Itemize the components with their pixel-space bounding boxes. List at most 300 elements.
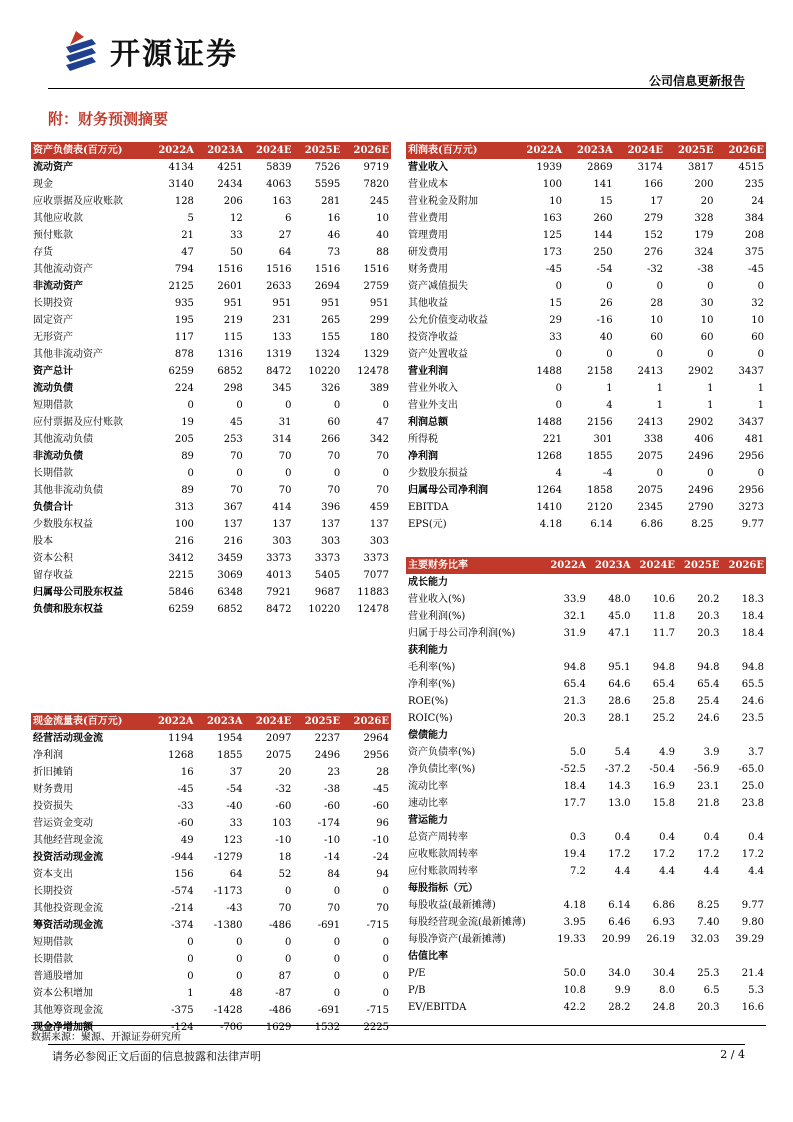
- cell-value: 33: [549, 332, 562, 343]
- cell-value: 70: [327, 903, 341, 914]
- cell-value: 2759: [363, 281, 389, 292]
- cell-value: 0: [382, 954, 389, 965]
- table-row: [31, 934, 391, 951]
- table-row: [406, 499, 766, 516]
- cell-value: 396: [321, 502, 341, 513]
- cell-value: 20.3: [697, 611, 720, 622]
- cell-value: 0: [236, 954, 243, 965]
- cell-value: -574: [171, 886, 194, 897]
- row-label: 营业税金及附加: [408, 196, 478, 207]
- cell-value: 0: [187, 971, 194, 982]
- cell-value: 3273: [738, 502, 764, 513]
- row-label: 长期借款: [33, 468, 73, 479]
- cell-value: 0: [382, 971, 389, 982]
- cell-value: 73: [327, 247, 341, 258]
- table-row: [406, 312, 766, 329]
- cell-value: 1516: [314, 264, 341, 275]
- cell-value: -374: [171, 920, 194, 931]
- cell-value: 27: [278, 230, 292, 241]
- cell-value: 2158: [587, 366, 613, 377]
- cell-value: 208: [744, 230, 764, 241]
- table-row: [31, 499, 391, 516]
- cell-value: 0: [284, 886, 292, 897]
- cell-value: 4013: [266, 570, 292, 581]
- cell-value: 21.4: [741, 968, 764, 979]
- cell-value: 2156: [587, 417, 613, 428]
- cell-value: [588, 727, 633, 744]
- cell-value: 4251: [217, 162, 243, 173]
- cell-value: 0: [606, 281, 613, 292]
- row-label: 股本: [33, 536, 53, 547]
- cell-value: -60: [372, 801, 389, 812]
- table-row: [406, 329, 766, 346]
- row-label: 投资损失: [33, 801, 73, 812]
- cell-value: -10: [275, 835, 292, 846]
- cell-value: 1939: [536, 162, 562, 173]
- row-label: 留存收益: [33, 570, 73, 581]
- cell-value: 50.0: [563, 968, 586, 979]
- table-row: [406, 897, 766, 914]
- row-label: 固定资产: [33, 315, 73, 326]
- cell-value: 235: [744, 179, 764, 190]
- cell-value: 1488: [536, 417, 562, 428]
- cell-value: -37.2: [604, 764, 631, 775]
- row-label: 每股收益(最新摊薄): [408, 900, 496, 911]
- cell-value: 32.1: [563, 611, 586, 622]
- cell-value: 4515: [738, 162, 764, 173]
- footer-divider: [48, 1044, 745, 1045]
- cell-value: 17.2: [697, 849, 720, 860]
- table-row: [31, 764, 391, 781]
- cell-value: 17.2: [741, 849, 764, 860]
- table-row: [31, 747, 391, 764]
- cell-value: -60: [275, 801, 292, 812]
- cell-value: [722, 948, 767, 965]
- cell-value: [543, 727, 588, 744]
- cell-value: 1194: [168, 733, 194, 744]
- row-label: 净负债比率(%): [408, 764, 476, 775]
- cell-value: 25.3: [697, 968, 720, 979]
- cell-value: 1324: [314, 349, 341, 360]
- table-row: [31, 482, 391, 499]
- row-label: 预付账款: [33, 230, 73, 241]
- cell-value: -375: [171, 1005, 194, 1016]
- cell-value: 8.25: [691, 519, 714, 530]
- table-row: [31, 533, 391, 550]
- row-label: 短期借款: [33, 937, 73, 948]
- table-row: [31, 278, 391, 295]
- cell-value: 23.8: [741, 798, 764, 809]
- cell-value: 406: [694, 434, 714, 445]
- cell-value: 155: [321, 332, 341, 343]
- cell-value: 115: [223, 332, 243, 343]
- row-label: 净利润: [33, 750, 63, 761]
- cell-value: 10: [376, 213, 389, 224]
- cell-value: -24: [372, 852, 389, 863]
- year-header: 2022A: [147, 713, 196, 730]
- cell-value: 5.0: [570, 747, 586, 758]
- cell-value: 28.6: [608, 696, 631, 707]
- cell-value: [543, 574, 588, 591]
- table-row: [31, 210, 391, 227]
- balance-sheet-table: [31, 142, 391, 618]
- cell-value: 163: [542, 213, 562, 224]
- report-type: 公司信息更新报告: [648, 74, 745, 88]
- cell-value: 0.4: [614, 832, 631, 843]
- cell-value: 3.9: [703, 747, 720, 758]
- cell-value: 265: [321, 315, 341, 326]
- cell-value: -43: [226, 903, 243, 914]
- row-label: 公允价值变动收益: [408, 315, 488, 326]
- cell-value: 3.95: [563, 917, 586, 928]
- cell-value: 2694: [314, 281, 341, 292]
- table-row: [31, 176, 391, 193]
- table-row: [406, 448, 766, 465]
- cell-value: 1: [606, 383, 613, 394]
- table-row: [406, 346, 766, 363]
- cell-value: 10: [751, 315, 764, 326]
- income-statement-table: [406, 142, 766, 533]
- table-row: [406, 829, 766, 846]
- row-label: 营业成本: [408, 179, 448, 190]
- cell-value: 1488: [536, 366, 562, 377]
- year-header: 2026E: [722, 557, 767, 574]
- cell-value: -38: [324, 784, 341, 795]
- row-label: 其他经营现金流: [33, 835, 103, 846]
- cell-value: 5.4: [614, 747, 631, 758]
- cell-value: 2869: [587, 162, 613, 173]
- cell-value: 31.9: [563, 628, 586, 639]
- table-row: [406, 210, 766, 227]
- cell-value: 70: [278, 903, 292, 914]
- cell-value: 0: [707, 281, 714, 292]
- cell-value: 342: [369, 434, 389, 445]
- cell-value: 10: [650, 315, 664, 326]
- cell-value: 3373: [314, 553, 341, 564]
- cell-value: 6259: [168, 604, 194, 615]
- cell-value: 5846: [168, 587, 194, 598]
- cell-value: 345: [272, 383, 292, 394]
- cell-value: 65.4: [697, 679, 720, 690]
- table-row: [31, 193, 391, 210]
- cell-value: 221: [542, 434, 562, 445]
- cell-value: [633, 948, 677, 965]
- cell-value: 16: [327, 213, 341, 224]
- row-label: 营运资金变动: [33, 818, 93, 829]
- cell-value: 123: [223, 835, 243, 846]
- row-label: 负债合计: [33, 502, 73, 513]
- cell-value: 2964: [363, 733, 389, 744]
- table-row: [406, 295, 766, 312]
- table-row: [31, 985, 391, 1002]
- table-row: [406, 397, 766, 414]
- cell-value: 21: [181, 230, 194, 241]
- cell-value: 17.2: [608, 849, 631, 860]
- cell-value: 375: [744, 247, 764, 258]
- cell-value: -10: [324, 835, 341, 846]
- cell-value: 2902: [688, 366, 714, 377]
- cell-value: 2434: [217, 179, 243, 190]
- cell-value: 6.93: [652, 917, 676, 928]
- cell-value: 5.3: [748, 985, 764, 996]
- cell-value: 0: [284, 954, 292, 965]
- row-label: 其他流动负债: [33, 434, 93, 445]
- cell-value: 1319: [266, 349, 292, 360]
- cell-value: 137: [272, 519, 292, 530]
- table-row: [406, 414, 766, 431]
- table-row: [31, 781, 391, 798]
- table-row: [31, 431, 391, 448]
- row-label: 资产处置收益: [408, 349, 468, 360]
- row-label: 归属母公司股东权益: [33, 587, 123, 598]
- row-label: P/E: [408, 968, 426, 979]
- cell-value: -60: [177, 818, 194, 829]
- table-row: [406, 625, 766, 642]
- cell-value: 50: [230, 247, 243, 258]
- cell-value: 0: [333, 988, 341, 999]
- cell-value: 4.4: [659, 866, 676, 877]
- row-label: 速动比率: [408, 798, 448, 809]
- table-row: [406, 176, 766, 193]
- cell-value: 0: [656, 349, 664, 360]
- table-row: [406, 846, 766, 863]
- cell-value: 0.4: [659, 832, 676, 843]
- cell-value: 2413: [637, 417, 664, 428]
- cell-value: 6348: [217, 587, 243, 598]
- cell-value: 45: [230, 417, 243, 428]
- table-row: [406, 642, 766, 659]
- cell-value: -52.5: [560, 764, 586, 775]
- cell-value: 125: [542, 230, 562, 241]
- table-row: [406, 608, 766, 625]
- cell-value: 94.8: [697, 662, 720, 673]
- cell-value: 2601: [217, 281, 243, 292]
- cell-value: 65.5: [741, 679, 764, 690]
- cell-value: 20.3: [697, 1002, 720, 1013]
- year-header: 2023A: [196, 713, 245, 730]
- cell-value: 5839: [266, 162, 292, 173]
- cell-value: 206: [223, 196, 243, 207]
- cell-value: 87: [278, 971, 292, 982]
- cell-value: 951: [321, 298, 341, 309]
- cell-value: 100: [174, 519, 194, 530]
- cell-value: 245: [369, 196, 389, 207]
- cell-value: 195: [174, 315, 194, 326]
- cell-value: 303: [321, 536, 341, 547]
- cell-value: 10: [549, 196, 562, 207]
- cell-value: 84: [327, 869, 341, 880]
- row-label: 少数股东损益: [408, 468, 468, 479]
- cell-value: 0: [707, 349, 714, 360]
- table-row: [406, 159, 766, 176]
- cell-value: [677, 574, 721, 591]
- cell-value: -54: [596, 264, 613, 275]
- cell-value: 260: [593, 213, 613, 224]
- cell-value: 42.2: [563, 1002, 586, 1013]
- table-row: [31, 346, 391, 363]
- cell-value: 3437: [738, 417, 764, 428]
- cell-value: 0: [187, 468, 194, 479]
- cell-value: 17.2: [652, 849, 676, 860]
- cell-value: 3373: [266, 553, 292, 564]
- cell-value: 389: [369, 383, 389, 394]
- cell-value: 32.03: [690, 934, 720, 945]
- cell-value: 1: [656, 400, 664, 411]
- row-label: 营业收入(%): [408, 594, 466, 605]
- cell-value: 60: [650, 332, 664, 343]
- row-label: 估值比率: [408, 951, 448, 962]
- table-row: [31, 448, 391, 465]
- cell-value: 1410: [536, 502, 562, 513]
- cell-value: [588, 880, 633, 897]
- year-header: 2023A: [588, 557, 633, 574]
- cell-value: -56.9: [693, 764, 720, 775]
- cell-value: 4.4: [748, 866, 764, 877]
- cell-value: [677, 727, 721, 744]
- table-bottom-divider: [31, 1025, 766, 1026]
- cell-value: 23: [327, 767, 341, 778]
- row-label: 应收票据及应收账款: [33, 196, 123, 207]
- table-row: [406, 431, 766, 448]
- row-label: 净利润: [408, 451, 438, 462]
- cell-value: 2215: [168, 570, 194, 581]
- cell-value: [633, 880, 677, 897]
- cell-value: 1516: [217, 264, 243, 275]
- cell-value: 12: [230, 213, 243, 224]
- row-label: 每股指标（元）: [408, 883, 478, 894]
- cell-value: -486: [268, 920, 292, 931]
- cell-value: 133: [272, 332, 292, 343]
- cell-value: 200: [694, 179, 714, 190]
- cell-value: [588, 948, 633, 965]
- cell-value: 28.2: [608, 1002, 631, 1013]
- cell-value: 3.7: [748, 747, 764, 758]
- table-row: [31, 601, 391, 618]
- cell-value: -45: [545, 264, 562, 275]
- table-row: [406, 931, 766, 948]
- table-row: [406, 693, 766, 710]
- cell-value: 0: [236, 971, 243, 982]
- cell-value: 13.0: [608, 798, 631, 809]
- cell-value: 281: [321, 196, 341, 207]
- table-row: [406, 465, 766, 482]
- cell-value: 1954: [217, 733, 243, 744]
- cell-value: 10: [700, 315, 714, 326]
- cell-value: 219: [223, 315, 243, 326]
- cell-value: 144: [593, 230, 613, 241]
- cell-value: 64.6: [608, 679, 631, 690]
- cell-value: 3140: [168, 179, 194, 190]
- row-label: ROIC(%): [408, 713, 453, 724]
- row-label: 长期投资: [33, 298, 73, 309]
- row-label: 负债和股东权益: [33, 604, 103, 615]
- cell-value: 2496: [688, 485, 714, 496]
- cell-value: 6.14: [590, 519, 613, 530]
- data-source: 数据来源：聚源、开源证券研究所: [31, 1032, 181, 1043]
- cell-value: 20.2: [697, 594, 720, 605]
- cell-value: 0: [333, 937, 341, 948]
- table-row: [406, 193, 766, 210]
- cell-value: 0: [555, 400, 562, 411]
- cell-value: [722, 880, 767, 897]
- cell-value: 6.86: [652, 900, 676, 911]
- cell-value: 65.4: [563, 679, 586, 690]
- cell-value: 70: [230, 451, 243, 462]
- row-label: 财务费用: [33, 784, 73, 795]
- cell-value: 9719: [363, 162, 389, 173]
- cell-value: 31: [278, 417, 292, 428]
- cell-value: 2956: [363, 750, 389, 761]
- cell-value: 88: [376, 247, 389, 258]
- cell-value: 2075: [637, 485, 664, 496]
- row-label: 非流动负债: [33, 451, 83, 462]
- cell-value: [633, 727, 677, 744]
- cell-value: 0: [656, 468, 664, 479]
- cell-value: 28.1: [608, 713, 631, 724]
- cell-value: 47.1: [608, 628, 631, 639]
- cell-value: 19.33: [557, 934, 586, 945]
- table-row: [31, 584, 391, 601]
- row-label: 筹资活动现金流: [33, 920, 103, 931]
- cell-value: 951: [369, 298, 389, 309]
- row-label: P/B: [408, 985, 426, 996]
- cell-value: 33.9: [563, 594, 586, 605]
- cell-value: 26: [599, 298, 613, 309]
- cell-value: 2075: [265, 750, 292, 761]
- table-row: [31, 849, 391, 866]
- cell-value: [543, 880, 588, 897]
- cell-value: 216: [174, 536, 194, 547]
- row-label: 经营活动现金流: [33, 733, 103, 744]
- cell-value: -16: [596, 315, 613, 326]
- cell-value: 314: [272, 434, 292, 445]
- cell-value: -33: [177, 801, 194, 812]
- cell-value: 0: [236, 400, 243, 411]
- cell-value: 4063: [266, 179, 292, 190]
- row-label: 资产总计: [33, 366, 73, 377]
- cell-value: 0: [707, 468, 714, 479]
- table-row: [406, 261, 766, 278]
- cell-value: 39.29: [735, 934, 764, 945]
- cell-value: 30.4: [652, 968, 676, 979]
- row-label: 应收账款周转率: [408, 849, 478, 860]
- cell-value: 3174: [637, 162, 664, 173]
- cell-value: -214: [171, 903, 194, 914]
- table-row: [406, 727, 766, 744]
- row-label: 其他筹资现金流: [33, 1005, 103, 1016]
- cell-value: 33: [229, 818, 243, 829]
- cell-value: 0: [757, 281, 764, 292]
- row-label: 财务费用: [408, 264, 448, 275]
- cell-value: 3437: [738, 366, 764, 377]
- row-label: 非流动资产: [33, 281, 83, 292]
- cell-value: 89: [181, 451, 194, 462]
- cell-value: 0: [382, 400, 389, 411]
- cell-value: 0: [285, 468, 292, 479]
- ratios-table: [406, 557, 766, 1016]
- cell-value: 16: [180, 767, 194, 778]
- row-label: 研发费用: [408, 247, 448, 258]
- cell-value: 30: [700, 298, 714, 309]
- cell-value: 18.4: [741, 611, 764, 622]
- cell-value: [588, 812, 633, 829]
- logo-text: 开源证券: [110, 37, 238, 72]
- table-row: [406, 914, 766, 931]
- table-row: [31, 832, 391, 849]
- cell-value: 0: [333, 954, 341, 965]
- cell-value: 45.0: [608, 611, 631, 622]
- cell-value: 2902: [688, 417, 714, 428]
